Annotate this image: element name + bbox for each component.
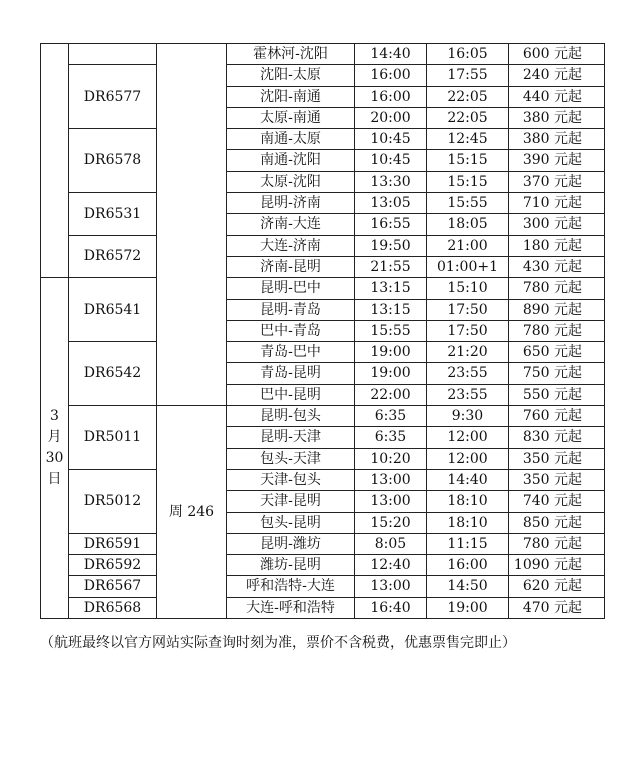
arrival-time: 9:30 bbox=[427, 406, 509, 427]
route: 包头-昆明 bbox=[227, 512, 355, 533]
fare: 1090 元起 bbox=[509, 555, 605, 576]
fare: 550 元起 bbox=[509, 384, 605, 405]
departure-time: 10:45 bbox=[355, 129, 427, 150]
arrival-time: 12:45 bbox=[427, 129, 509, 150]
arrival-time: 23:55 bbox=[427, 363, 509, 384]
arrival-time: 16:05 bbox=[427, 44, 509, 65]
fare: 300 元起 bbox=[509, 214, 605, 235]
days-cell-previous bbox=[157, 44, 227, 406]
fare: 830 元起 bbox=[509, 427, 605, 448]
route: 济南-昆明 bbox=[227, 256, 355, 277]
departure-time: 15:20 bbox=[355, 512, 427, 533]
route: 青岛-巴中 bbox=[227, 342, 355, 363]
departure-time: 13:00 bbox=[355, 576, 427, 597]
flight-number: DR5011 bbox=[69, 406, 157, 470]
fare: 780 元起 bbox=[509, 533, 605, 554]
flight-number: DR6578 bbox=[69, 129, 157, 193]
fare: 370 元起 bbox=[509, 171, 605, 192]
table-row bbox=[41, 576, 605, 597]
arrival-time: 17:50 bbox=[427, 299, 509, 320]
route: 沈阳-太原 bbox=[227, 65, 355, 86]
arrival-time: 21:00 bbox=[427, 235, 509, 256]
flight-number: DR6572 bbox=[69, 235, 157, 278]
table-row bbox=[41, 533, 605, 554]
arrival-time: 15:15 bbox=[427, 171, 509, 192]
route: 霍林河-沈阳 bbox=[227, 44, 355, 65]
route: 昆明-巴中 bbox=[227, 278, 355, 299]
date-cell-previous bbox=[41, 44, 69, 278]
fare: 380 元起 bbox=[509, 129, 605, 150]
fare: 470 元起 bbox=[509, 597, 605, 618]
departure-time: 21:55 bbox=[355, 256, 427, 277]
route: 昆明-济南 bbox=[227, 193, 355, 214]
arrival-time: 22:05 bbox=[427, 107, 509, 128]
route: 巴中-昆明 bbox=[227, 384, 355, 405]
departure-time: 13:00 bbox=[355, 491, 427, 512]
arrival-time: 01:00+1 bbox=[427, 256, 509, 277]
departure-time: 13:05 bbox=[355, 193, 427, 214]
arrival-time: 18:10 bbox=[427, 491, 509, 512]
table-row bbox=[41, 278, 605, 299]
fare: 780 元起 bbox=[509, 278, 605, 299]
arrival-time: 14:50 bbox=[427, 576, 509, 597]
arrival-time: 23:55 bbox=[427, 384, 509, 405]
flight-number: DR6567 bbox=[69, 576, 157, 597]
fare: 750 元起 bbox=[509, 363, 605, 384]
arrival-time: 15:10 bbox=[427, 278, 509, 299]
fare: 390 元起 bbox=[509, 150, 605, 171]
route: 潍坊-昆明 bbox=[227, 555, 355, 576]
route: 巴中-青岛 bbox=[227, 320, 355, 341]
fare: 600 元起 bbox=[509, 44, 605, 65]
departure-time: 16:00 bbox=[355, 65, 427, 86]
departure-time: 8:05 bbox=[355, 533, 427, 554]
route: 太原-沈阳 bbox=[227, 171, 355, 192]
arrival-time: 17:50 bbox=[427, 320, 509, 341]
date-cell bbox=[41, 278, 69, 619]
arrival-time: 18:05 bbox=[427, 214, 509, 235]
table-row bbox=[41, 342, 605, 363]
flight-number: DR6592 bbox=[69, 555, 157, 576]
departure-time: 6:35 bbox=[355, 427, 427, 448]
departure-time: 16:00 bbox=[355, 86, 427, 107]
table-row bbox=[41, 597, 605, 618]
date-char: 3 bbox=[50, 408, 59, 425]
departure-time: 20:00 bbox=[355, 107, 427, 128]
route: 大连-济南 bbox=[227, 235, 355, 256]
table-row bbox=[41, 406, 605, 427]
departure-time: 13:30 bbox=[355, 171, 427, 192]
arrival-time: 15:15 bbox=[427, 150, 509, 171]
departure-time: 16:55 bbox=[355, 214, 427, 235]
date-char: 30 bbox=[45, 450, 64, 467]
departure-time: 13:15 bbox=[355, 278, 427, 299]
fare: 740 元起 bbox=[509, 491, 605, 512]
fare: 430 元起 bbox=[509, 256, 605, 277]
flight-number: DR6577 bbox=[69, 65, 157, 129]
route: 呼和浩特-大连 bbox=[227, 576, 355, 597]
flight-number: DR6542 bbox=[69, 342, 157, 406]
flight-number: DR6531 bbox=[69, 193, 157, 236]
fare: 440 元起 bbox=[509, 86, 605, 107]
departure-time: 10:20 bbox=[355, 448, 427, 469]
route: 济南-大连 bbox=[227, 214, 355, 235]
table-row bbox=[41, 555, 605, 576]
table-row bbox=[41, 129, 605, 150]
arrival-time: 19:00 bbox=[427, 597, 509, 618]
flight-number: DR6541 bbox=[69, 278, 157, 342]
departure-time: 12:40 bbox=[355, 555, 427, 576]
arrival-time: 16:00 bbox=[427, 555, 509, 576]
table-row bbox=[41, 235, 605, 256]
departure-time: 14:40 bbox=[355, 44, 427, 65]
table-row bbox=[41, 469, 605, 490]
route: 南通-太原 bbox=[227, 129, 355, 150]
departure-time: 15:55 bbox=[355, 320, 427, 341]
flight-number: DR6568 bbox=[69, 597, 157, 618]
fare: 650 元起 bbox=[509, 342, 605, 363]
departure-time: 19:00 bbox=[355, 342, 427, 363]
fare: 850 元起 bbox=[509, 512, 605, 533]
table-row bbox=[41, 44, 605, 65]
departure-time: 10:45 bbox=[355, 150, 427, 171]
flight-schedule-table bbox=[40, 43, 605, 619]
fare: 890 元起 bbox=[509, 299, 605, 320]
arrival-time: 22:05 bbox=[427, 86, 509, 107]
departure-time: 19:00 bbox=[355, 363, 427, 384]
departure-time: 6:35 bbox=[355, 406, 427, 427]
footnote: （航班最终以官方网站实际查询时刻为准，票价不含税费，优惠票售完即止） bbox=[40, 635, 516, 651]
route: 包头-天津 bbox=[227, 448, 355, 469]
route: 昆明-包头 bbox=[227, 406, 355, 427]
fare: 240 元起 bbox=[509, 65, 605, 86]
departure-time: 16:40 bbox=[355, 597, 427, 618]
fare: 180 元起 bbox=[509, 235, 605, 256]
route: 太原-南通 bbox=[227, 107, 355, 128]
table-row bbox=[41, 193, 605, 214]
departure-time: 19:50 bbox=[355, 235, 427, 256]
flight-number: DR6591 bbox=[69, 533, 157, 554]
arrival-time: 21:20 bbox=[427, 342, 509, 363]
arrival-time: 12:00 bbox=[427, 427, 509, 448]
fare: 780 元起 bbox=[509, 320, 605, 341]
arrival-time: 18:10 bbox=[427, 512, 509, 533]
fare: 760 元起 bbox=[509, 406, 605, 427]
schedule-days: 周 246 bbox=[157, 406, 227, 619]
fare: 710 元起 bbox=[509, 193, 605, 214]
arrival-time: 15:55 bbox=[427, 193, 509, 214]
arrival-time: 17:55 bbox=[427, 65, 509, 86]
table-row bbox=[41, 65, 605, 86]
departure-time: 13:15 bbox=[355, 299, 427, 320]
route: 南通-沈阳 bbox=[227, 150, 355, 171]
arrival-time: 14:40 bbox=[427, 469, 509, 490]
arrival-time: 12:00 bbox=[427, 448, 509, 469]
departure-time: 22:00 bbox=[355, 384, 427, 405]
route: 天津-昆明 bbox=[227, 491, 355, 512]
route: 大连-呼和浩特 bbox=[227, 597, 355, 618]
fare: 350 元起 bbox=[509, 448, 605, 469]
route: 沈阳-南通 bbox=[227, 86, 355, 107]
arrival-time: 11:15 bbox=[427, 533, 509, 554]
route: 昆明-潍坊 bbox=[227, 533, 355, 554]
date-char: 日 bbox=[47, 471, 62, 488]
departure-time: 13:00 bbox=[355, 469, 427, 490]
route: 昆明-天津 bbox=[227, 427, 355, 448]
route: 青岛-昆明 bbox=[227, 363, 355, 384]
date-char: 月 bbox=[47, 429, 62, 446]
flight-number: DR5012 bbox=[69, 469, 157, 533]
flight-number bbox=[69, 44, 157, 65]
route: 昆明-青岛 bbox=[227, 299, 355, 320]
fare: 350 元起 bbox=[509, 469, 605, 490]
fare: 380 元起 bbox=[509, 107, 605, 128]
fare: 620 元起 bbox=[509, 576, 605, 597]
route: 天津-包头 bbox=[227, 469, 355, 490]
